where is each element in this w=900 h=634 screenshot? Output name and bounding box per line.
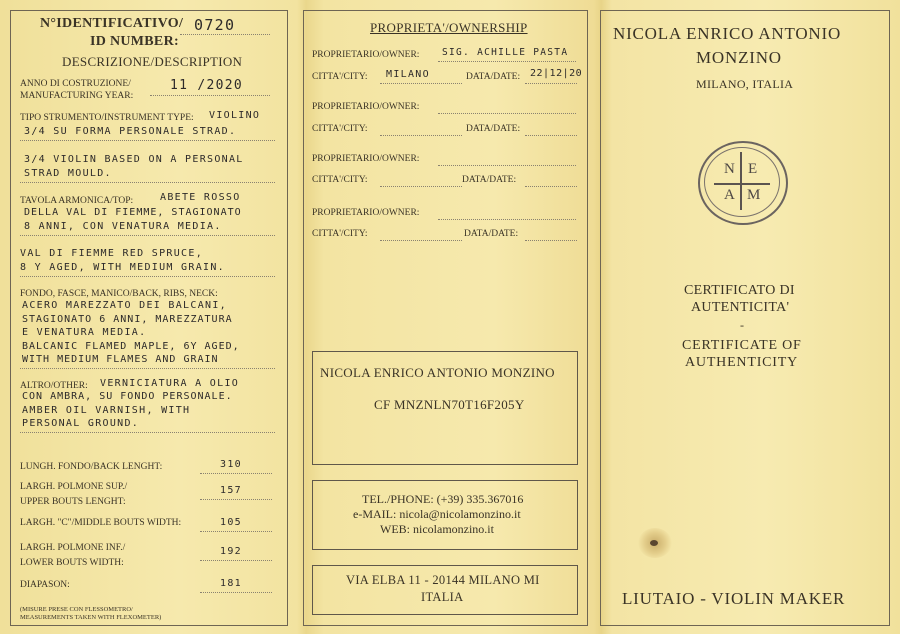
- diapason-label: DIAPASON:: [20, 580, 70, 590]
- top-line-2: DELLA VAL DI FIEMME, STAGIONATO: [24, 207, 242, 218]
- violin-maker-footer: LIUTAIO - VIOLIN MAKER: [622, 589, 846, 608]
- upper-bouts-line: [200, 499, 272, 500]
- middle-bouts-line: [200, 531, 272, 532]
- maker-surname-title: MONZINO: [696, 48, 782, 67]
- top-value: ABETE ROSSO: [160, 192, 241, 203]
- type-label: TIPO STRUMENTO/INSTRUMENT TYPE:: [20, 113, 194, 123]
- certificate-it-2: AUTENTICITA': [691, 300, 790, 315]
- description-heading: DESCRIZIONE/DESCRIPTION: [62, 54, 243, 69]
- lower-bouts-label-en: LOWER BOUTS WIDTH:: [20, 558, 124, 568]
- other-line-1: VERNICIATURA A OLIO: [100, 378, 240, 389]
- back-line-4: BALCANIC FLAMED MAPLE, 6Y AGED,: [22, 341, 240, 352]
- date-label-2: DATA/DATE:: [466, 124, 521, 134]
- website-link[interactable]: WEB: nicolamonzino.it: [380, 522, 494, 536]
- owner-label-2: PROPRIETARIO/OWNER:: [312, 102, 420, 112]
- maker-name-title: NICOLA ENRICO ANTONIO: [613, 24, 842, 43]
- lower-bouts-line: [200, 560, 272, 561]
- date-line-3: [525, 186, 577, 187]
- year-line: [150, 95, 270, 96]
- seal-cross-horizontal: [714, 183, 770, 185]
- type-value: VIOLINO: [209, 110, 261, 121]
- owner-label-3: PROPRIETARIO/OWNER:: [312, 154, 420, 164]
- location: MILANO, ITALIA: [696, 77, 794, 91]
- back-rule: [20, 368, 275, 369]
- ownership-heading: PROPRIETA'/OWNERSHIP: [370, 20, 528, 35]
- top-en-1: VAL DI FIEMME RED SPRUCE,: [20, 248, 204, 259]
- address-line-2: ITALIA: [421, 590, 464, 604]
- upper-bouts-label: LARGH. POLMONE SUP./: [20, 482, 128, 492]
- middle-bouts-value: 105: [220, 517, 242, 528]
- paper-stain-dot: [650, 540, 658, 546]
- city-line-1: [380, 83, 462, 84]
- owner-line-2: [438, 113, 576, 114]
- year-value: 11 /2020: [170, 78, 244, 93]
- top-en-rule: [20, 276, 275, 277]
- city-value-1: MILANO: [386, 69, 430, 80]
- other-label: ALTRO/OTHER:: [20, 381, 88, 391]
- certificate-dash: -: [740, 318, 744, 332]
- upper-bouts-value: 157: [220, 485, 242, 496]
- upper-bouts-label-en: UPPER BOUTS LENGHT:: [20, 497, 126, 507]
- certificate-it-1: CERTIFICATO DI: [684, 283, 795, 298]
- other-line-2: CON AMBRA, SU FONDO PERSONALE.: [22, 391, 233, 402]
- date-line-2: [525, 135, 577, 136]
- certificate-en-1: CERTIFICATE OF: [682, 338, 802, 353]
- date-label-4: DATA/DATE:: [464, 229, 519, 239]
- owner-label-4: PROPRIETARIO/OWNER:: [312, 208, 420, 218]
- city-label-1: CITTA'/CITY:: [312, 72, 368, 82]
- back-line-2: STAGIONATO 6 ANNI, MAREZZATURA: [22, 314, 233, 325]
- seal-letter-e: E: [748, 161, 758, 177]
- middle-bouts-label: LARGH. "C"/MIDDLE BOUTS WIDTH:: [20, 518, 182, 528]
- seal-cross-vertical: [740, 152, 742, 210]
- other-line-4: PERSONAL GROUND.: [22, 418, 140, 429]
- seal-letter-m: M: [747, 187, 761, 203]
- year-label-en: MANUFACTURING YEAR:: [20, 91, 134, 101]
- date-value-1: 22|12|20: [530, 68, 583, 79]
- id-value: 0720: [194, 16, 236, 34]
- date-label-1: DATA/DATE:: [466, 72, 521, 82]
- address-line-1: VIA ELBA 11 - 20144 MILANO MI: [346, 573, 540, 587]
- other-line-3: AMBER OIL VARNISH, WITH: [22, 405, 191, 416]
- back-length-line: [200, 473, 272, 474]
- back-length-value: 310: [220, 459, 242, 470]
- type-en-1: 3/4 VIOLIN BASED ON A PERSONAL: [24, 154, 244, 165]
- maker-name: NICOLA ENRICO ANTONIO MONZINO: [320, 365, 555, 380]
- email-link[interactable]: e-MAIL: nicola@nicolamonzino.it: [353, 507, 521, 521]
- seal-stamp-inner: [704, 147, 780, 217]
- owner-value-1: SIG. ACHILLE PASTA: [442, 47, 569, 58]
- footnote-1: (MISURE PRESE CON FLESSOMETRO/: [20, 606, 133, 613]
- back-line-5: WITH MEDIUM FLAMES AND GRAIN: [22, 354, 219, 365]
- back-label: FONDO, FASCE, MANICO/BACK, RIBS, NECK:: [20, 289, 218, 299]
- lower-bouts-label: LARGH. POLMONE INF./: [20, 543, 126, 553]
- footnote-2: MEASUREMENTS TAKEN WITH FLEXOMETER): [20, 614, 162, 621]
- id-label: N°IDENTIFICATIVO/: [40, 16, 184, 31]
- back-length-label: LUNGH. FONDO/BACK LENGHT:: [20, 462, 163, 472]
- top-label: TAVOLA ARMONICA/TOP:: [20, 196, 134, 206]
- date-line-1: [525, 83, 577, 84]
- year-label: ANNO DI COSTRUZIONE/: [20, 79, 131, 89]
- lower-bouts-value: 192: [220, 546, 242, 557]
- other-rule: [20, 432, 275, 433]
- diapason-line: [200, 592, 272, 593]
- seal-letter-a: A: [724, 187, 735, 203]
- owner-line-1: [438, 61, 576, 62]
- city-label-2: CITTA'/CITY:: [312, 124, 368, 134]
- owner-line-4: [438, 219, 576, 220]
- back-line-1: ACERO MAREZZATO DEI BALCANI,: [22, 300, 227, 311]
- type-en-rule: [20, 182, 275, 183]
- city-line-3: [380, 186, 462, 187]
- id-label-en: ID NUMBER:: [90, 34, 179, 49]
- top-line-3: 8 ANNI, CON VENATURA MEDIA.: [24, 221, 222, 232]
- seal-letter-n: N: [724, 161, 735, 177]
- owner-label-1: PROPRIETARIO/OWNER:: [312, 50, 420, 60]
- type-en-2: STRAD MOULD.: [24, 168, 112, 179]
- date-label-3: DATA/DATE:: [462, 175, 517, 185]
- date-line-4: [525, 240, 577, 241]
- diapason-value: 181: [220, 578, 242, 589]
- type-rule: [20, 140, 275, 141]
- city-line-2: [380, 135, 462, 136]
- type-line-2: 3/4 SU FORMA PERSONALE STRAD.: [24, 126, 237, 137]
- id-line: [180, 34, 270, 35]
- city-line-4: [380, 240, 462, 241]
- top-en-2: 8 Y AGED, WITH MEDIUM GRAIN.: [20, 262, 225, 273]
- back-line-3: E VENATURA MEDIA.: [22, 327, 147, 338]
- fiscal-code: CF MNZNLN70T16F205Y: [374, 397, 525, 412]
- city-label-4: CITTA'/CITY:: [312, 229, 368, 239]
- top-rule: [20, 235, 275, 236]
- city-label-3: CITTA'/CITY:: [312, 175, 368, 185]
- phone: TEL./PHONE: (+39) 335.367016: [362, 492, 524, 506]
- certificate-en-2: AUTHENTICITY: [685, 355, 799, 370]
- owner-line-3: [438, 165, 576, 166]
